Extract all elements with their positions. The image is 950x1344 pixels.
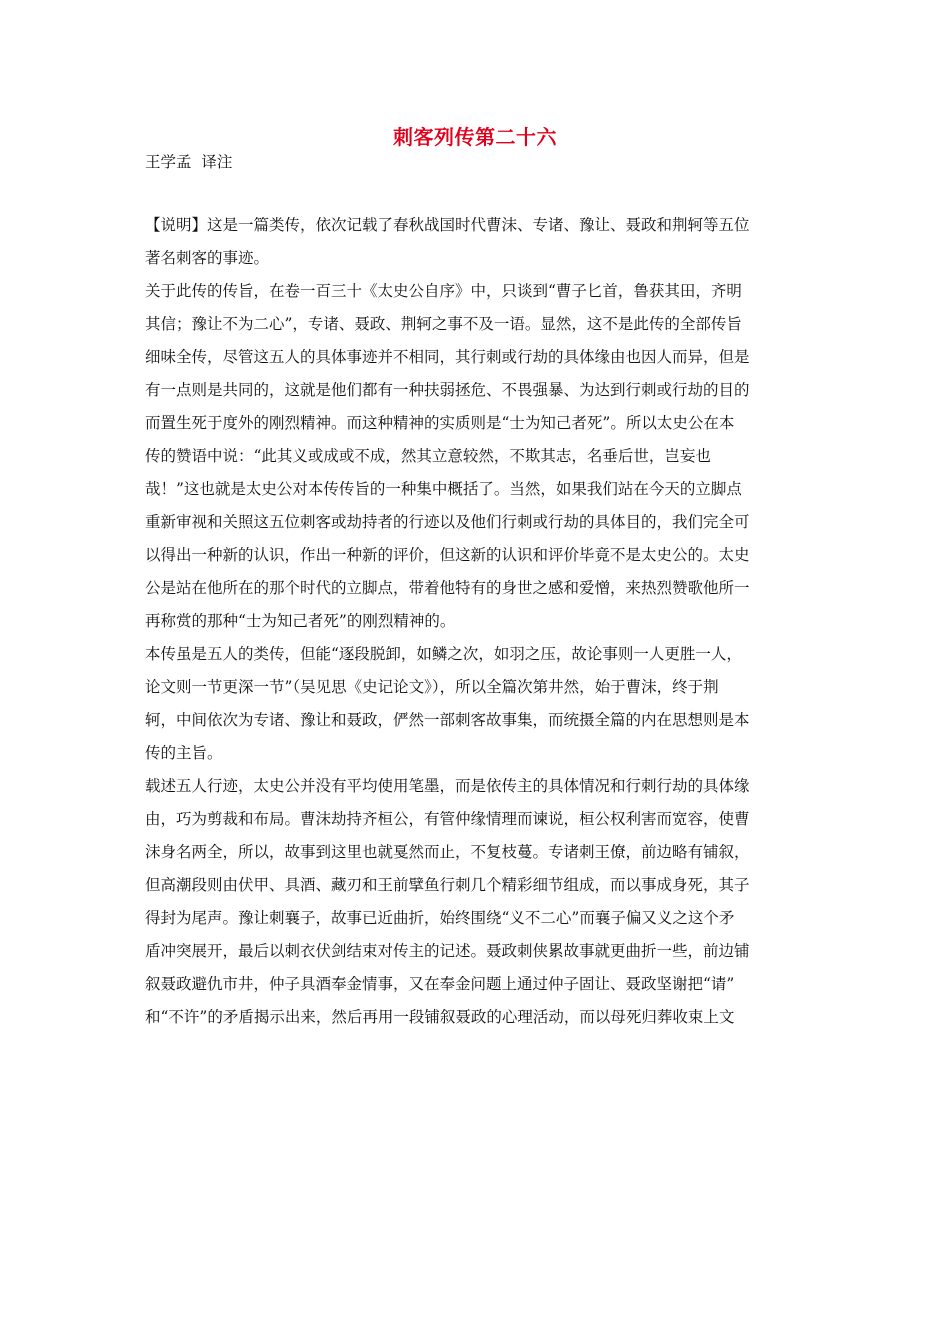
paragraph-line: 但高潮段则由伏甲、具酒、藏刃和王前擘鱼行刺几个精彩细节组成，而以事成身死，其子 — [145, 876, 750, 894]
paragraph-line: 轲，中间依次为专诸、豫让和聂政，俨然一部刺客故事集，而统摄全篇的内在思想则是本 — [145, 711, 750, 729]
paragraph-line: 载述五人行迹，太史公并没有平均使用笔墨，而是依传主的具体情况和行刺行劫的具体缘 — [145, 777, 750, 795]
document-title: 刺客列传第二十六 — [393, 125, 557, 149]
paragraph-line: 得封为尾声。豫让刺襄子，故事已近曲折，始终围绕“义不二心”而襄子偏又义之这个矛 — [145, 909, 735, 927]
paragraph-line: 细味全传，尽管这五人的具体事迹并不相同，其行刺或行劫的具体缘由也因人而异，但是 — [145, 348, 750, 366]
paragraph-line: 传的主旨。 — [145, 744, 223, 762]
paragraph-line: 论文则一节更深一节”（吴见思《史记论文》），所以全篇次第井然，始于曹沫，终于荆 — [145, 678, 719, 696]
paragraph-line: 哉！”这也就是太史公对本传传旨的一种集中概括了。当然，如果我们站在今天的立脚点 — [145, 480, 742, 498]
paragraph-line: 重新审视和关照这五位刺客或劫持者的行迹以及他们行刺或行劫的具体目的，我们完全可 — [145, 513, 750, 531]
paragraph-line: 叙聂政避仇市井，仲子具酒奉金情事，又在奉金问题上通过仲子固让、聂政坚谢把“请” — [145, 975, 735, 993]
document-body — [145, 209, 807, 1034]
paragraph-line: 公是站在他所在的那个时代的立脚点，带着他特有的身世之感和爱憎，来热烈赞歌他所一 — [145, 579, 750, 597]
paragraph-line: 著名刺客的事迹。 — [145, 249, 270, 267]
paragraph-line: 盾冲突展开，最后以刺衣伏剑结束对传主的记述。聂政刺侠累故事就更曲折一些，前边铺 — [145, 942, 750, 960]
paragraph-line: 以得出一种新的认识，作出一种新的评价，但这新的认识和评价毕竟不是太史公的。太史 — [145, 546, 750, 564]
paragraph-line: 有一点则是共同的，这就是他们都有一种扶弱拯危、不畏强暴、为达到行刺或行劫的目的 — [145, 381, 750, 399]
paragraph-line: 关于此传的传旨，在卷一百三十《太史公自序》中，只谈到“曹子匕首，鲁获其田，齐明 — [145, 282, 742, 300]
paragraph-line: 由，巧为剪裁和布局。曹沫劫持齐桓公，有管仲缘情理而谏说，桓公权利害而宽容，使曹 — [145, 810, 750, 828]
paragraph-line: 沫身名两全，所以，故事到这里也就戛然而止，不复枝蔓。专诸刺王僚，前边略有铺叙， — [145, 843, 750, 861]
paragraph-line: 和“不许”的矛盾揭示出来，然后再用一段铺叙聂政的心理活动，而以母死归葬收束上文 — [145, 1008, 735, 1026]
paragraph-line: 再称赏的那种“士为知己者死”的刚烈精神的。 — [145, 612, 456, 630]
paragraph-line: 其信；豫让不为二心”，专诸、聂政、荆轲之事不及一语。显然，这不是此传的全部传旨 — [145, 315, 742, 333]
paragraph-line: 而置生死于度外的刚烈精神。而这种精神的实质则是“士为知己者死”。所以太史公在本 — [145, 414, 735, 432]
document-author: 王学孟 译注 — [145, 153, 233, 171]
paragraph-line: 本传虽是五人的类传，但能“逐段脱卸，如鳞之次，如羽之压，故论事则一人更胜一人， — [145, 645, 742, 663]
paragraph-line: 传的赞语中说：“此其义或成或不成，然其立意较然，不欺其志，名垂后世，岂妄也 — [145, 447, 711, 465]
paragraph-line: 【说明】这是一篇类传，依次记载了春秋战国时代曹沫、专诸、豫让、聂政和荆轲等五位 — [145, 216, 750, 234]
